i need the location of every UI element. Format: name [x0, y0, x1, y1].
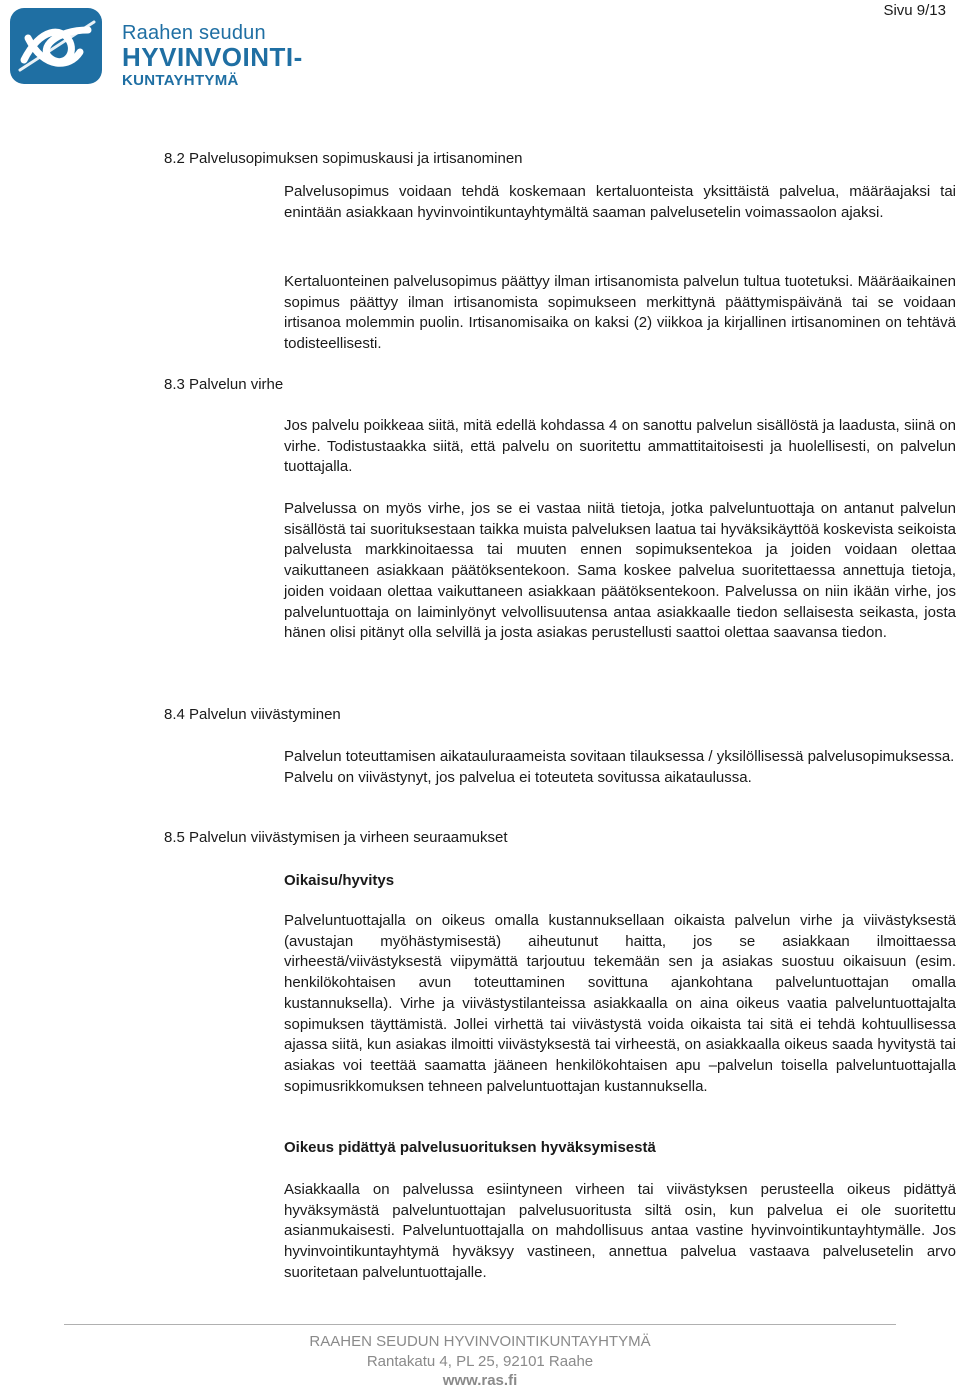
paragraph-8-3-1: Jos palvelu poikkeaa siitä, mitä edellä kohdassa 4 on sanottu palvelun sisällöstä ja laadusta, siinä on virhe. Todistustaakka siitä, että palvelu on suoritettu ammattitaitoisesti ja huolellisesti, on palvelun tuottajalla. — [284, 417, 956, 476]
subheading-oikaisu: Oikaisu/hyvitys — [284, 872, 395, 889]
logo-text-main: HYVINVOINTI- — [122, 42, 303, 72]
section-heading-8-5: 8.5 Palvelun viivästymisen ja virheen seuraamukset — [164, 829, 508, 846]
logo-text-sub: KUNTAYHTYMÄ — [122, 72, 239, 89]
footer-divider — [64, 1324, 896, 1325]
footer-website-link[interactable]: www.ras.fi — [442, 1372, 518, 1389]
organization-logo — [10, 8, 303, 90]
paragraph-8-5-2: Asiakkaalla on palvelussa esiintyneen virheen tai viivästyksen perusteella oikeus pidättyä hyväksymästä palveluntuottajan palvelusuoritusta siltä osin, kun palvelua ei ole suoritettu asianmukaisesti. Palveluntuottajalla on mahdollisuus antaa vastine hyvinvointikuntayhtymälle. Jos hyvinvointikuntayhtymä hyväksyy vastineen, annettua palvelua vastaava palvelusetelin arvo suoritetaan palveluntuottajalle. — [284, 1181, 956, 1281]
paragraph-8-2-2: Kertaluonteinen palvelusopimus päättyy ilman irtisanomista palvelun tultua tuotetuksi. Määräaikainen sopimus päättyy ilman irtisanomista sopimukseen merkittynä päättymispäivänä tai se voidaan irtisanoa molemmin puolin. Irtisanomisaika on kaksi (2) viikkoa ja kirjallinen irtisanominen on tehtävä todisteellisesti. — [284, 273, 956, 353]
paragraph-8-4-1: Palvelun toteuttamisen aikatauluraameista sovitaan tilauksessa / yksilöllisessä palvelusopimuksessa. Palvelu on viivästynyt, jos palvelua ei toteuteta sovitussa aikataulussa. — [284, 748, 955, 786]
paragraph-8-2-1: Palvelusopimus voidaan tehdä koskemaan kertaluonteista yksittäistä palvelua, määräajaksi tai enintään asiakkaan hyvinvointikuntayhtymältä saaman palvelusetelin voimassaolon ajaksi. — [284, 183, 956, 221]
section-heading-8-2: 8.2 Palvelusopimuksen sopimuskausi ja irtisanominen — [164, 150, 523, 167]
logo-text-region: Raahen seudun — [122, 22, 266, 44]
knot-logo-icon — [10, 8, 102, 84]
section-heading-8-4: 8.4 Palvelun viivästyminen — [164, 706, 341, 723]
section-heading-8-3: 8.3 Palvelun virhe — [164, 376, 284, 393]
footer-address: Rantakatu 4, PL 25, 92101 Raahe — [366, 1353, 594, 1370]
paragraph-8-3-2: Palvelussa on myös virhe, jos se ei vastaa niitä tietoja, jotka palveluntuottaja on antanut palvelun sisällöstä tai suorituksestaan taikka muista palveluksen laatua tai hyväksikäyttöä koskevista seikoista palvelusta markkinoitaessa tai muuten ennen sopimuksentekoa ja joiden voidaan olettaa vaikuttaneen asiakkaan päätöksentekoon. Sama koskee palvelua suoritettaessa annettuja tietoja, joiden voidaan olettaa vaikuttaneen asiakkaan päätöksentekoon. Palvelussa on niin ikään virhe, jos palveluntuottaja on laiminlyönyt velvollisuutensa antaa asiakkaalle tiedon sellaisesta seikasta, josta hänen olisi pitänyt olla selvillä ja josta asiakas perustellusti saattoi olettaa saavansa tiedon. — [284, 500, 956, 642]
paragraph-8-5-1: Palveluntuottajalla on oikeus omalla kustannuksellaan oikaista palvelun virhe ja viivästyksestä (avustajan myöhästymisestä) aiheutunut haitta, jos se asiakkaan ilmoittaessa virheestä/viivästyksestä viipymättä tarjoutuu tekemään sen ja asiakas suostuu oikaisuun (esim. henkilökohtaisen avun toteuttaminen sovittuna ajankohtana palveluntuottajan omalla kustannuksella). Virhe ja viivästystilanteissa asiakkaalla on aina oikeus vaatia palveluntuottajalta sopimuksen täyttämistä. Jollei virhettä tai viivästystä voida oikaista tai sitä ei tehdä kohtuullisessa ajassa siitä, kun asiakas ilmoitti viivästyksestä tai virheestä, on asiakkaalla oikeus saada hyvitystä tai asiakas voi teettää saamatta jääneen henkilökohtaisen apu –palvelun toisella palveluntuottajalla sopimusrikkomuksen tehneen palveluntuottajan kustannuksella. — [284, 912, 956, 1095]
subheading-oikeus-pidattya: Oikeus pidättyä palvelusuorituksen hyväksymisestä — [284, 1139, 656, 1156]
page-number: Sivu 9/13 — [883, 2, 946, 19]
footer-organization: RAAHEN SEUDUN HYVINVOINTIKUNTAYHTYMÄ — [309, 1333, 651, 1350]
